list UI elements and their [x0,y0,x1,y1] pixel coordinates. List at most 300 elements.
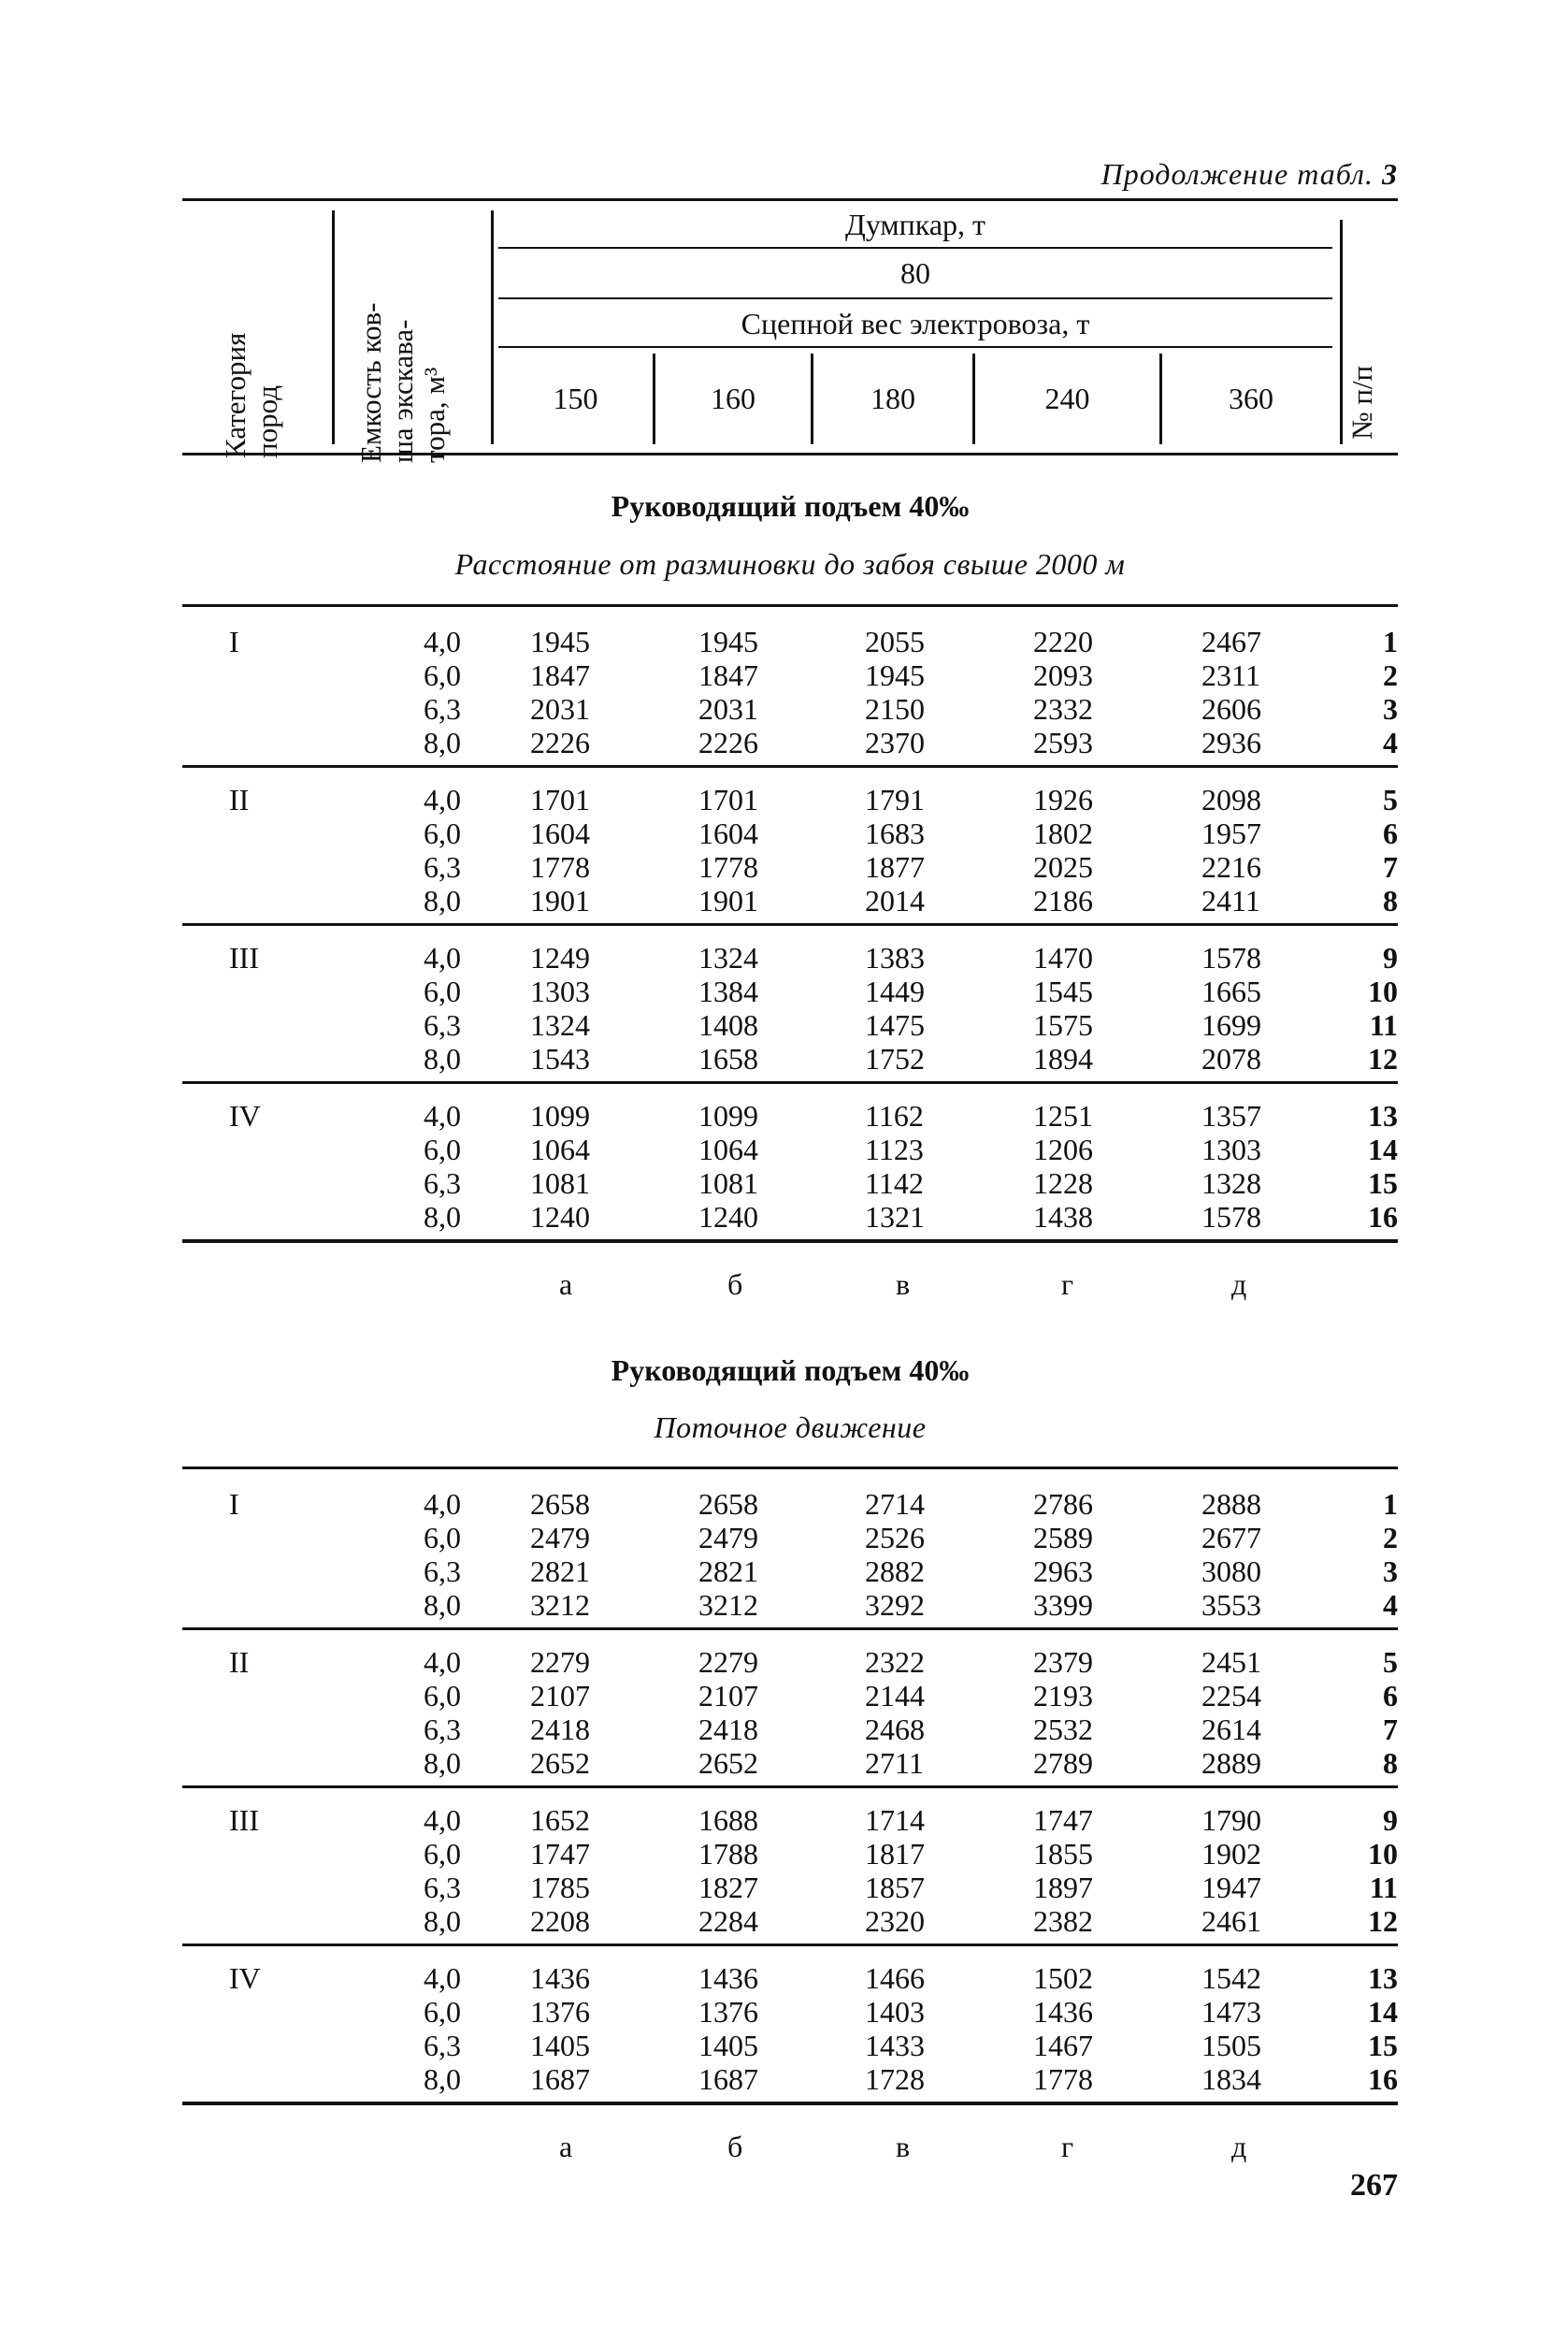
value-cell: 2031 [698,692,758,726]
value-cell: 2226 [530,726,590,759]
group-rule [182,1785,1398,1788]
value-cell: 1902 [1201,1837,1261,1871]
value-cell: 1505 [1201,2029,1261,2062]
value-cell: 2226 [698,726,758,759]
capacity-cell: 8,0 [424,1588,461,1622]
value-cell: 1251 [1033,1099,1093,1133]
value-cell: 2220 [1033,625,1093,658]
row-number-cell: 7 [1383,850,1398,884]
value-cell: 2888 [1201,1487,1261,1521]
value-cell: 1728 [865,2062,925,2096]
value-cell: 1376 [530,1995,590,2029]
value-cell: 2658 [530,1487,590,1521]
value-cell: 3399 [1033,1588,1093,1622]
value-cell: 1855 [1033,1837,1093,1871]
value-cell: 2411 [1201,884,1260,918]
column-letter: б [727,1267,743,1301]
value-cell: 1475 [865,1008,925,1042]
row-number-cell: 10 [1368,1837,1398,1871]
capacity-header [355,229,468,463]
row-number-cell: 13 [1368,1099,1398,1133]
row-number-cell: 3 [1383,692,1398,726]
capacity-cell: 6,3 [424,1871,461,1904]
table-row [182,726,1398,759]
capacity-cell: 6,0 [424,1521,461,1554]
value-cell: 1099 [698,1099,758,1133]
value-cell: 2014 [865,884,925,918]
header-rule [498,346,1332,348]
table-row [182,1712,1398,1746]
column-letter: д [1231,2130,1247,2163]
table-row [182,850,1398,884]
category-header-line: Категория [219,332,252,458]
value-cell: 2379 [1033,1645,1093,1679]
table-row [182,1487,1398,1521]
value-cell: 2467 [1201,625,1261,658]
value-cell: 1436 [1033,1995,1093,2029]
table-row [182,975,1398,1008]
capacity-cell: 4,0 [424,1487,461,1521]
value-cell: 1658 [698,1042,758,1076]
capacity-cell: 8,0 [424,1746,461,1780]
table-row [182,1554,1398,1588]
value-cell: 2107 [530,1679,590,1712]
row-number-header: № п/п [1345,365,1378,440]
row-number-cell: 15 [1368,1166,1398,1200]
value-cell: 2889 [1201,1746,1261,1780]
value-cell: 2193 [1033,1679,1093,1712]
value-cell: 1357 [1201,1099,1261,1133]
category-cell: I [229,625,239,658]
row-number-cell: 14 [1368,1133,1398,1166]
value-cell: 1788 [698,1837,758,1871]
value-cell: 1542 [1201,1961,1261,1995]
capacity-cell: 6,0 [424,816,461,850]
table-row [182,1042,1398,1076]
table-row [182,1099,1398,1133]
column-letter: а [559,2130,573,2163]
value-cell: 3212 [698,1588,758,1622]
value-cell: 1303 [530,975,590,1008]
category-cell: IV [229,1961,261,1995]
capacity-cell: 6,3 [424,1554,461,1588]
row-number-cell: 9 [1383,941,1398,975]
table-row [182,1166,1398,1200]
table-row [182,1995,1398,2029]
value-cell: 2150 [865,692,925,726]
page-number: 267 [1350,2168,1398,2203]
row-number-cell: 11 [1369,1008,1398,1042]
row-number-cell: 14 [1368,1995,1398,2029]
header-rule [498,247,1332,249]
value-cell: 1947 [1201,1871,1261,1904]
value-cell: 2254 [1201,1679,1261,1712]
category-cell: II [229,1645,250,1679]
column-letter: д [1231,1267,1247,1301]
value-cell: 1901 [698,884,758,918]
value-cell: 3212 [530,1588,590,1622]
value-cell: 1405 [698,2029,758,2062]
value-cell: 2821 [530,1554,590,1588]
value-cell: 1328 [1201,1166,1261,1200]
category-header [220,234,295,458]
table-row [182,692,1398,726]
header-divider [1340,220,1343,444]
value-cell: 1206 [1033,1133,1093,1166]
dumpcar-header: Думпкар, т [844,208,986,241]
section-title: Руководящий подъем 40‰ [611,489,970,523]
value-cell: 1945 [698,625,758,658]
value-cell: 2093 [1033,658,1093,692]
capacity-cell: 4,0 [424,625,461,658]
continuation-number: 3 [1382,157,1398,191]
capacity-header-line: Емкость ков- [354,302,387,463]
value-cell: 2332 [1033,692,1093,726]
value-cell: 1957 [1201,816,1261,850]
row-number-cell: 10 [1368,975,1398,1008]
value-cell: 2936 [1201,726,1261,759]
row-number-cell: 1 [1383,1487,1398,1521]
group-rule [182,765,1398,768]
value-cell: 1321 [865,1200,925,1234]
loco-value: 180 [870,382,915,415]
value-cell: 2320 [865,1904,925,1938]
capacity-cell: 4,0 [424,1961,461,1995]
value-cell: 2418 [698,1712,758,1746]
value-cell: 1945 [530,625,590,658]
table-row [182,816,1398,850]
category-cell: II [229,783,250,816]
value-cell: 1383 [865,941,925,975]
value-cell: 1785 [530,1871,590,1904]
section-subtitle: Поточное движение [654,1410,927,1444]
capacity-cell: 8,0 [424,1200,461,1234]
value-cell: 1778 [530,850,590,884]
capacity-cell: 8,0 [424,1904,461,1938]
capacity-cell: 6,0 [424,1837,461,1871]
capacity-header-line: ша экскава- [386,319,419,463]
loco-weight-header: Сцепной вес электровоза, т [741,307,1090,340]
value-cell: 2711 [865,1746,924,1780]
value-cell: 1405 [530,2029,590,2062]
value-cell: 3553 [1201,1588,1261,1622]
value-cell: 1324 [698,941,758,975]
value-cell: 2677 [1201,1521,1261,1554]
header-rule [498,297,1332,299]
table-row [182,1679,1398,1712]
capacity-cell: 6,3 [424,1166,461,1200]
value-cell: 1249 [530,941,590,975]
table-row [182,1746,1398,1780]
loco-value: 150 [553,382,598,415]
capacity-cell: 6,0 [424,1133,461,1166]
capacity-cell: 4,0 [424,1803,461,1837]
value-cell: 1926 [1033,783,1093,816]
value-cell: 1604 [698,816,758,850]
value-cell: 2144 [865,1679,925,1712]
value-cell: 1665 [1201,975,1261,1008]
value-cell: 2461 [1201,1904,1261,1938]
value-cell: 2370 [865,726,925,759]
value-cell: 1228 [1033,1166,1093,1200]
row-number-cell: 1 [1383,625,1398,658]
column-letter: а [559,1267,573,1301]
value-cell: 1324 [530,1008,590,1042]
value-cell: 1438 [1033,1200,1093,1234]
value-cell: 2279 [698,1645,758,1679]
row-number-cell: 5 [1383,1645,1398,1679]
capacity-cell: 8,0 [424,1042,461,1076]
row-number-cell: 3 [1383,1554,1398,1588]
row-number-cell: 6 [1383,816,1398,850]
group-rule [182,1081,1398,1084]
value-cell: 1687 [530,2062,590,2096]
loco-value: 160 [711,382,755,415]
value-cell: 2479 [698,1521,758,1554]
group-rule [182,1944,1398,1946]
value-cell: 3080 [1201,1554,1261,1588]
section-rule [182,604,1398,607]
value-cell: 1575 [1033,1008,1093,1042]
value-cell: 2031 [530,692,590,726]
value-cell: 2025 [1033,850,1093,884]
value-cell: 1578 [1201,941,1261,975]
capacity-cell: 4,0 [424,941,461,975]
value-cell: 1240 [698,1200,758,1234]
value-cell: 2186 [1033,884,1093,918]
row-number-cell: 7 [1383,1712,1398,1746]
capacity-cell: 6,0 [424,975,461,1008]
value-cell: 2963 [1033,1554,1093,1588]
value-cell: 1467 [1033,2029,1093,2062]
value-cell: 1240 [530,1200,590,1234]
table-row [182,1588,1398,1622]
value-cell: 2216 [1201,850,1261,884]
value-cell: 1778 [1033,2062,1093,2096]
value-cell: 1699 [1201,1008,1261,1042]
table-row [182,1645,1398,1679]
table-row [182,625,1398,658]
value-cell: 1752 [865,1042,925,1076]
row-number-cell: 12 [1368,1042,1398,1076]
value-cell: 1142 [865,1166,924,1200]
table-row [182,941,1398,975]
value-cell: 1123 [865,1133,924,1166]
table-row [182,884,1398,918]
row-number-cell: 6 [1383,1679,1398,1712]
value-cell: 2526 [865,1521,925,1554]
value-cell: 2652 [530,1746,590,1780]
column-letter: г [1061,1267,1074,1301]
value-cell: 1834 [1201,2062,1261,2096]
value-cell: 2606 [1201,692,1261,726]
value-cell: 1436 [698,1961,758,1995]
value-cell: 2479 [530,1521,590,1554]
row-number-cell: 16 [1368,2062,1398,2096]
capacity-cell: 8,0 [424,2062,461,2096]
continuation-label: Продолжение табл. [1100,157,1374,191]
value-cell: 1433 [865,2029,925,2062]
row-number-cell: 4 [1383,726,1398,759]
value-cell: 1778 [698,850,758,884]
category-cell: III [229,1803,259,1837]
column-letter: б [727,2130,743,2163]
value-cell: 1701 [698,783,758,816]
category-cell: I [229,1487,239,1521]
loco-value: 240 [1044,382,1090,415]
category-cell: IV [229,1099,261,1133]
loco-value: 360 [1229,382,1273,415]
value-cell: 2652 [698,1746,758,1780]
value-cell: 1436 [530,1961,590,1995]
row-number-cell: 11 [1369,1871,1398,1904]
value-cell: 1408 [698,1008,758,1042]
value-cell: 1064 [530,1133,590,1166]
value-cell: 2284 [698,1904,758,1938]
value-cell: 1857 [865,1871,925,1904]
table-row [182,1871,1398,1904]
table-row [182,2029,1398,2062]
row-number-cell: 2 [1383,658,1398,692]
column-letter: в [896,2130,911,2163]
header-top-rule [182,198,1398,201]
capacity-cell: 6,0 [424,658,461,692]
value-cell: 1847 [698,658,758,692]
value-cell: 1791 [865,783,925,816]
capacity-header-line: тора, м³ [418,367,451,463]
value-cell: 1502 [1033,1961,1093,1995]
value-cell: 2614 [1201,1712,1261,1746]
value-cell: 2451 [1201,1645,1261,1679]
column-letter: в [896,1267,911,1301]
value-cell: 1099 [530,1099,590,1133]
table-row [182,658,1398,692]
value-cell: 1847 [530,658,590,692]
capacity-cell: 6,3 [424,1008,461,1042]
value-cell: 2714 [865,1487,925,1521]
category-header-line: пород [251,385,283,458]
capacity-cell: 6,0 [424,1995,461,2029]
value-cell: 2279 [530,1645,590,1679]
section-rule [182,1467,1398,1469]
header-divider [491,210,494,444]
capacity-cell: 8,0 [424,884,461,918]
table-row [182,2062,1398,2096]
value-cell: 2322 [865,1645,925,1679]
value-cell: 2055 [865,625,925,658]
value-cell: 2098 [1201,783,1261,816]
value-cell: 1543 [530,1042,590,1076]
value-cell: 1545 [1033,975,1093,1008]
value-cell: 1162 [865,1099,924,1133]
value-cell: 1701 [530,783,590,816]
value-cell: 1747 [1033,1803,1093,1837]
table-row [182,1837,1398,1871]
table-row [182,1008,1398,1042]
value-cell: 2208 [530,1904,590,1938]
value-cell: 2107 [698,1679,758,1712]
value-cell: 1688 [698,1803,758,1837]
dumpcar-value: 80 [900,256,930,290]
value-cell: 2311 [1201,658,1260,692]
capacity-cell: 8,0 [424,726,461,759]
section-subtitle: Расстояние от разминовки до забоя свыше 2000 м [454,547,1126,581]
row-number-cell: 12 [1368,1904,1398,1938]
value-cell: 1449 [865,975,925,1008]
value-cell: 1877 [865,850,925,884]
value-cell: 1747 [530,1837,590,1871]
group-rule [182,1627,1398,1630]
table-row [182,1961,1398,1995]
value-cell: 2468 [865,1712,925,1746]
column-letters [182,2130,1398,2167]
value-cell: 3292 [865,1588,925,1622]
table-row [182,1803,1398,1837]
value-cell: 1652 [530,1803,590,1837]
row-number-cell: 16 [1368,1200,1398,1234]
row-number-cell: 8 [1383,884,1398,918]
value-cell: 1604 [530,816,590,850]
value-cell: 1470 [1033,941,1093,975]
column-letters [182,1267,1398,1305]
value-cell: 1897 [1033,1871,1093,1904]
value-cell: 1683 [865,816,925,850]
value-cell: 1081 [530,1166,590,1200]
capacity-cell: 4,0 [424,783,461,816]
value-cell: 1384 [698,975,758,1008]
value-cell: 1303 [1201,1133,1261,1166]
row-number-cell: 9 [1383,1803,1398,1837]
category-cell: III [229,941,259,975]
value-cell: 1578 [1201,1200,1261,1234]
capacity-cell: 6,0 [424,1679,461,1712]
value-cell: 2589 [1033,1521,1093,1554]
value-cell: 2658 [698,1487,758,1521]
value-cell: 1901 [530,884,590,918]
value-cell: 1827 [698,1871,758,1904]
value-cell: 1473 [1201,1995,1261,2029]
value-cell: 2789 [1033,1746,1093,1780]
row-number-cell: 5 [1383,783,1398,816]
value-cell: 1802 [1033,816,1093,850]
value-cell: 1466 [865,1961,925,1995]
table-row [182,783,1398,816]
value-cell: 2078 [1201,1042,1261,1076]
capacity-cell: 6,3 [424,692,461,726]
row-number-cell: 8 [1383,1746,1398,1780]
capacity-cell: 6,3 [424,1712,461,1746]
row-number-cell: 15 [1368,2029,1398,2062]
row-number-cell: 4 [1383,1588,1398,1622]
value-cell: 1376 [698,1995,758,2029]
value-cell: 2418 [530,1712,590,1746]
group-rule [182,2102,1398,2105]
value-cell: 1081 [698,1166,758,1200]
table-row [182,1904,1398,1938]
header-divider [332,210,335,444]
value-cell: 1894 [1033,1042,1093,1076]
capacity-cell: 6,3 [424,2029,461,2062]
value-cell: 2821 [698,1554,758,1588]
value-cell: 2593 [1033,726,1093,759]
group-rule [182,923,1398,926]
table-row [182,1133,1398,1166]
table-row [182,1200,1398,1234]
row-number-cell: 13 [1368,1961,1398,1995]
capacity-cell: 4,0 [424,1645,461,1679]
value-cell: 1687 [698,2062,758,2096]
value-cell: 2882 [865,1554,925,1588]
